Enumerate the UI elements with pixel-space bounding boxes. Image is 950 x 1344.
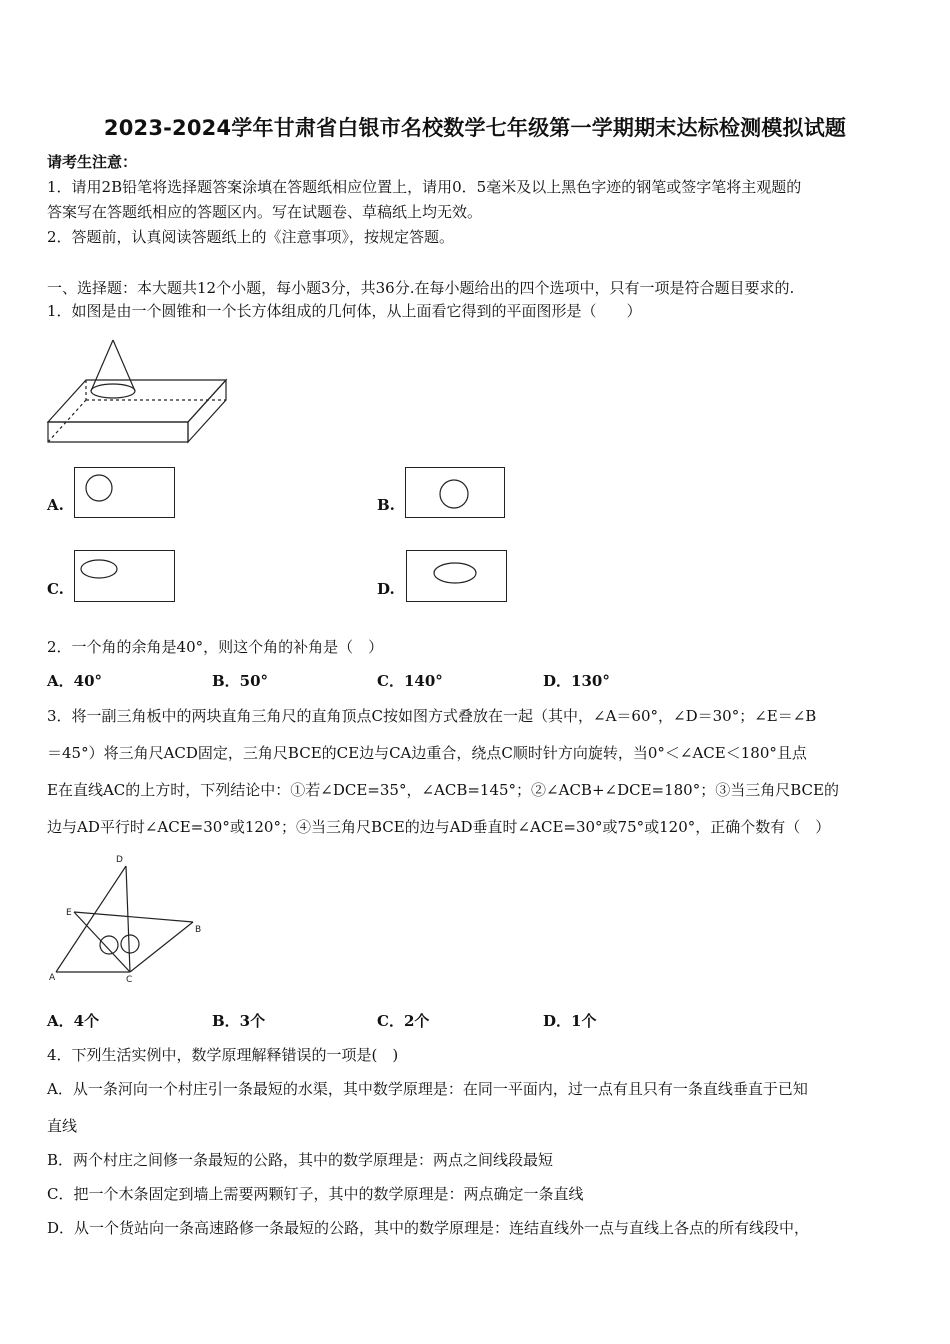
q4-option-a-line-2[interactable]: 直线 xyxy=(47,1117,78,1135)
q3-label-e: E xyxy=(66,908,72,918)
q3-label-c: C xyxy=(126,975,133,985)
q3-triangle-figure xyxy=(48,852,218,987)
q1-option-b-label[interactable]: B. xyxy=(377,496,395,514)
q3-line-3: E在直线AC的上方时，下列结论中：①若∠DCE=35°，∠ACB=145°；②∠ACB+∠DCE=180°；③当三角尺BCE的 xyxy=(47,781,839,799)
q4-option-d[interactable]: D．从一个货站向一条高速路修一条最短的公路，其中的数学原理是：连结直线外一点与直线上各点的所有线段中， xyxy=(47,1219,810,1237)
q1-cone-box-figure xyxy=(40,338,240,448)
q3-line-2: ＝45°）将三角尺ACD固定，三角尺BCE的CE边与CA边重合，绕点C顺时针方向旋转，当0°＜∠ACE＜180°且点 xyxy=(47,744,807,762)
q3-option-a[interactable]: A．4个 xyxy=(47,1012,100,1030)
q2-stem: 2．一个角的余角是40°，则这个角的补角是（ ） xyxy=(47,638,384,656)
q2-option-d[interactable]: D．130° xyxy=(543,672,610,690)
q3-option-d[interactable]: D．1个 xyxy=(543,1012,597,1030)
notice-line-1b: 答案写在答题纸相应的答题区内。写在试题卷、草稿纸上均无效。 xyxy=(47,203,483,221)
q3-option-b[interactable]: B．3个 xyxy=(212,1012,266,1030)
section-heading: 一、选择题：本大题共12个小题，每小题3分，共36分.在每小题给出的四个选项中，只有一项是符合题目要求的. xyxy=(47,279,795,297)
q1-option-c-figure[interactable] xyxy=(74,550,175,602)
q3-label-a: A xyxy=(49,973,56,983)
q4-option-b[interactable]: B．两个村庄之间修一条最短的公路，其中的数学原理是：两点之间线段最短 xyxy=(47,1151,554,1169)
q1-option-d-label[interactable]: D. xyxy=(377,580,395,598)
q1-stem: 1．如图是由一个圆锥和一个长方体组成的几何体，从上面看它得到的平面图形是（ ） xyxy=(47,302,642,320)
q2-option-c[interactable]: C．140° xyxy=(377,672,443,690)
q1-option-d-figure[interactable] xyxy=(406,550,507,602)
q3-label-d: D xyxy=(116,855,123,865)
q3-label-b: B xyxy=(195,925,202,935)
q3-option-c[interactable]: C．2个 xyxy=(377,1012,430,1030)
q4-option-c[interactable]: C．把一个木条固定到墙上需要两颗钉子，其中的数学原理是：两点确定一条直线 xyxy=(47,1185,584,1203)
notice-heading: 请考生注意： xyxy=(47,153,138,171)
q3-line-4: 边与AD平行时∠ACE=30°或120°；④当三角尺BCE的边与AD垂直时∠ACE=30°或75°或120°，正确个数有（ ） xyxy=(47,818,831,836)
q4-stem: 4．下列生活实例中，数学原理解释错误的一项是( ) xyxy=(47,1046,399,1064)
q2-option-b[interactable]: B．50° xyxy=(212,672,269,690)
q4-option-a-line-1[interactable]: A．从一条河向一个村庄引一条最短的水渠，其中数学原理是：在同一平面内，过一点有且只有一条直线垂直于已知 xyxy=(47,1080,808,1098)
q1-option-b-figure[interactable] xyxy=(405,467,505,518)
q1-option-c-label[interactable]: C. xyxy=(47,580,64,598)
notice-line-2: 2．答题前，认真阅读答题纸上的《注意事项》，按规定答题。 xyxy=(47,228,455,246)
q1-option-a-figure[interactable] xyxy=(74,467,175,518)
q2-option-a[interactable]: A．40° xyxy=(47,672,103,690)
q1-option-a-label[interactable]: A. xyxy=(47,496,64,514)
page-title: 2023-2024学年甘肃省白银市名校数学七年级第一学期期末达标检测模拟试题 xyxy=(103,116,847,140)
q3-line-1: 3．将一副三角板中的两块直角三角尺的直角顶点C按如图方式叠放在一起（其中，∠A＝60°，∠D＝30°；∠E＝∠B xyxy=(47,707,817,725)
notice-line-1a: 1．请用2B铅笔将选择题答案涂填在答题纸相应位置上，请用0．5毫米及以上黑色字迹的钢笔或签字笔将主观题的 xyxy=(47,178,802,196)
